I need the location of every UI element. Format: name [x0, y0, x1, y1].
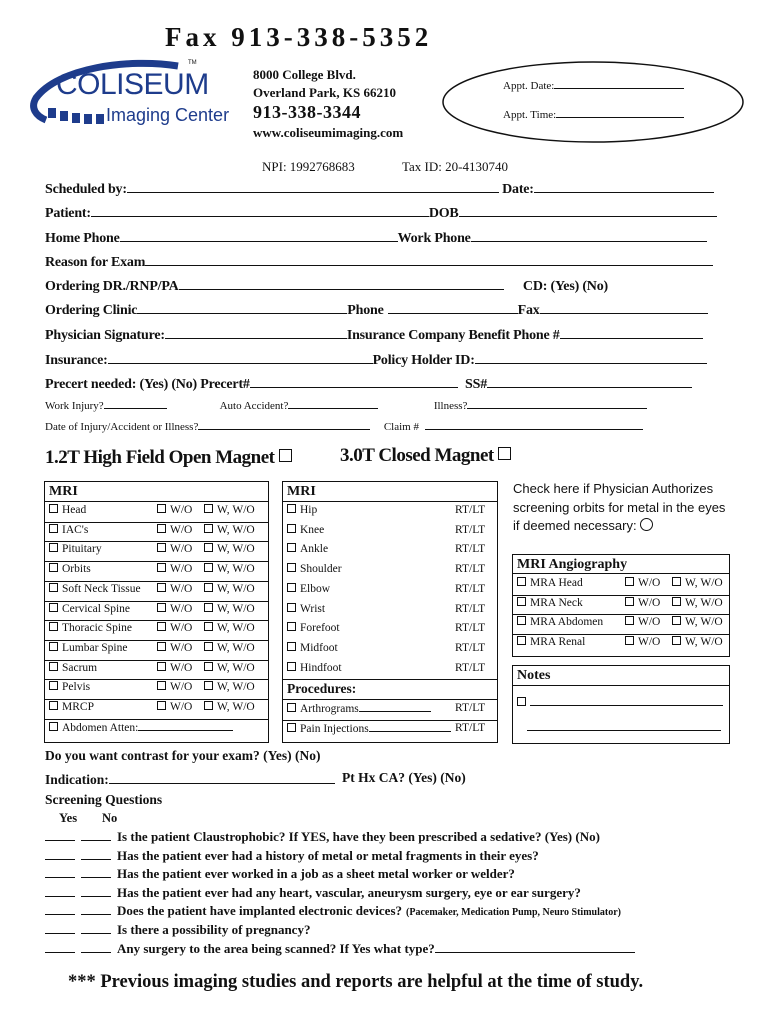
ordering-clinic-row[interactable]: Ordering Clinic Phone Fax — [45, 300, 708, 319]
notes-header: Notes — [513, 666, 729, 686]
divider — [283, 699, 497, 700]
mri-left-item[interactable]: Soft Neck Tissue — [49, 583, 141, 595]
notes-line-1[interactable] — [517, 696, 723, 709]
procedures-header: Procedures: — [287, 681, 357, 697]
address-street: 8000 College Blvd. — [253, 67, 356, 82]
yes-blank[interactable] — [45, 884, 75, 897]
mri-left-item[interactable]: MRCP — [49, 701, 94, 713]
mri-right-item[interactable]: Wrist — [287, 603, 325, 615]
no-blank[interactable] — [81, 884, 111, 897]
divider — [45, 719, 268, 720]
mri-right-item[interactable]: Knee — [287, 524, 324, 536]
mri-right-item[interactable]: Ankle — [287, 543, 328, 555]
appt-time[interactable]: Appt. Time: — [503, 108, 684, 121]
screening-question[interactable]: Any surgery to the area being scanned? If Yes what type? — [45, 940, 635, 957]
wwo-checkbox[interactable] — [672, 597, 681, 606]
rtlt-label[interactable]: RT/LT — [455, 622, 486, 635]
wo-checkbox[interactable] — [157, 563, 166, 572]
wwo-checkbox[interactable] — [204, 642, 213, 651]
wo-checkbox[interactable] — [157, 662, 166, 671]
footer-note: *** Previous imaging studies and reports are helpful at the time of study. — [68, 972, 644, 992]
wwo-option[interactable]: W, W/O — [204, 622, 255, 634]
mri-right-item[interactable]: Forefoot — [287, 622, 340, 634]
mri-left-item[interactable]: Pituitary — [49, 543, 102, 555]
date-injury-row[interactable]: Date of Injury/Accident or Illness? Claim # — [45, 419, 643, 433]
logo-tm: TM — [188, 60, 197, 66]
divider — [45, 561, 268, 562]
mri-right-item[interactable]: Hindfoot — [287, 662, 342, 674]
abdomen-row[interactable]: Abdomen Atten: — [49, 721, 233, 734]
wwo-checkbox[interactable] — [204, 603, 213, 612]
wwo-option[interactable]: W, W/O — [672, 636, 723, 648]
mra-header: MRI Angiography — [513, 555, 729, 574]
wwo-checkbox[interactable] — [204, 681, 213, 690]
item-checkbox[interactable] — [49, 701, 58, 710]
wo-option[interactable]: W/O — [157, 524, 192, 536]
wo-checkbox[interactable] — [157, 701, 166, 710]
item-checkbox[interactable] — [49, 563, 58, 572]
wwo-option[interactable]: W, W/O — [204, 681, 255, 693]
item-checkbox[interactable] — [49, 642, 58, 651]
pt-hx-ca[interactable]: Pt Hx CA? (Yes) (No) — [342, 770, 466, 785]
address-web: www.coliseumimaging.com — [253, 125, 404, 140]
tax-id: Tax ID: 20-4130740 — [402, 159, 508, 174]
screening-question[interactable]: Is the patient Claustrophobic? If YES, have they been prescribed a sedative? (Yes) (No) — [45, 828, 600, 845]
magnet-open[interactable]: 1.2T High Field Open Magnet — [45, 447, 296, 469]
item-checkbox[interactable] — [517, 597, 526, 606]
orbits-note[interactable]: Check here if Physician Authorizes screening orbits for metal in the eyes if deemed necessary: — [513, 481, 726, 533]
address-phone: 913-338-3344 — [253, 102, 361, 122]
npi: NPI: 1992768683 — [262, 159, 355, 174]
yes-blank[interactable] — [45, 902, 75, 915]
wo-option[interactable]: W/O — [157, 563, 192, 575]
divider — [45, 699, 268, 700]
phone-row[interactable]: Home Phone Work Phone — [45, 228, 707, 247]
wo-option[interactable]: W/O — [157, 583, 192, 595]
fax-number: Fax 913-338-5352 — [165, 22, 433, 52]
wwo-option[interactable]: W, W/O — [672, 597, 723, 609]
item-checkbox[interactable] — [49, 583, 58, 592]
appt-date[interactable]: Appt. Date: — [503, 79, 684, 92]
coliseum-logo — [28, 58, 243, 133]
item-checkbox[interactable] — [49, 543, 58, 552]
no-blank[interactable] — [81, 940, 111, 953]
item-checkbox[interactable] — [287, 524, 296, 533]
screening-question[interactable]: Has the patient ever had any heart, vascular, aneurysm surgery, eye or ear surgery? — [45, 884, 581, 901]
divider — [513, 614, 729, 615]
wo-option[interactable]: W/O — [157, 681, 192, 693]
mri-right-item[interactable]: Hip — [287, 504, 317, 516]
address-city: Overland Park, KS 66210 — [253, 85, 397, 100]
mri-left-panel — [44, 481, 269, 743]
yes-blank[interactable] — [45, 847, 75, 860]
item-checkbox[interactable] — [517, 577, 526, 586]
wo-option[interactable]: W/O — [625, 616, 660, 628]
mri-left-item[interactable]: Lumbar Spine — [49, 642, 127, 654]
screening-title: Screening Questions — [45, 792, 163, 807]
yes-blank[interactable] — [45, 828, 75, 841]
screening-question[interactable]: Has the patient ever worked in a job as a sheet metal worker or welder? — [45, 865, 515, 882]
rtlt-label[interactable]: RT/LT — [455, 722, 486, 735]
yes-blank[interactable] — [45, 921, 75, 934]
rtlt-label[interactable]: RT/LT — [455, 523, 486, 536]
divider — [513, 634, 729, 635]
divider — [45, 581, 268, 582]
wwo-checkbox[interactable] — [204, 701, 213, 710]
procedure-checkbox[interactable] — [287, 723, 296, 732]
insurance-row[interactable]: Insurance: Policy Holder ID: — [45, 350, 707, 369]
no-blank[interactable] — [81, 828, 111, 841]
wo-option[interactable]: W/O — [625, 597, 660, 609]
reason-row[interactable]: Reason for Exam — [45, 252, 713, 271]
wwo-checkbox[interactable] — [672, 616, 681, 625]
contrast-question[interactable]: Do you want contrast for your exam? (Yes) (No) — [45, 748, 321, 763]
wwo-checkbox[interactable] — [204, 583, 213, 592]
wo-checkbox[interactable] — [625, 616, 634, 625]
rtlt-label[interactable]: RT/LT — [455, 641, 486, 654]
rtlt-label[interactable]: RT/LT — [455, 543, 486, 556]
wwo-option[interactable]: W, W/O — [204, 662, 255, 674]
indication-row[interactable]: Indication: — [45, 770, 335, 788]
item-checkbox[interactable] — [287, 504, 296, 513]
magnet-closed[interactable]: 3.0T Closed Magnet — [340, 445, 515, 467]
notes-line-2[interactable] — [527, 718, 721, 736]
wo-checkbox[interactable] — [625, 577, 634, 586]
screening-question[interactable]: Does the patient have implanted electronic devices? (Pacemaker, Medication Pump, Neuro Stimulator) — [45, 902, 621, 919]
mra-item[interactable]: MRA Neck — [517, 597, 583, 609]
divider — [283, 679, 497, 680]
wwo-option[interactable]: W, W/O — [672, 577, 723, 589]
wwo-checkbox[interactable] — [204, 622, 213, 631]
no-blank[interactable] — [81, 847, 111, 860]
wwo-checkbox[interactable] — [672, 577, 681, 586]
mri-left-header: MRI — [45, 482, 268, 502]
divider — [45, 541, 268, 542]
wwo-option[interactable]: W, W/O — [204, 504, 255, 516]
no-blank[interactable] — [81, 921, 111, 934]
ordering-dr-row[interactable]: Ordering DR./RNP/PA CD: (Yes) (No) — [45, 276, 608, 295]
mri-left-item[interactable]: Orbits — [49, 563, 91, 575]
procedure-checkbox[interactable] — [287, 703, 296, 712]
mri-right-panel — [282, 481, 498, 743]
divider — [45, 640, 268, 641]
mra-panel — [512, 554, 730, 657]
wo-checkbox[interactable] — [157, 642, 166, 651]
mri-left-item[interactable]: Cervical Spine — [49, 603, 130, 615]
physician-sig-row[interactable]: Physician Signature: Insurance Company Benefit Phone # — [45, 325, 703, 344]
wwo-checkbox[interactable] — [204, 662, 213, 671]
wo-option[interactable]: W/O — [157, 701, 192, 713]
mra-item[interactable]: MRA Head — [517, 577, 583, 589]
mri-right-item[interactable]: Elbow — [287, 583, 330, 595]
divider — [45, 620, 268, 621]
orbits-radio[interactable] — [640, 518, 653, 531]
wwo-checkbox[interactable] — [672, 636, 681, 645]
screening-no: No — [102, 811, 118, 825]
rtlt-label[interactable]: RT/LT — [455, 563, 486, 576]
wwo-option[interactable]: W, W/O — [204, 543, 255, 555]
wo-option[interactable]: W/O — [625, 636, 660, 648]
item-checkbox[interactable] — [49, 524, 58, 533]
rtlt-label[interactable]: RT/LT — [455, 582, 486, 595]
patient-row[interactable]: Patient: DOB — [45, 203, 717, 222]
wwo-option[interactable]: W, W/O — [204, 563, 255, 575]
mri-right-item[interactable]: Midfoot — [287, 642, 338, 654]
wo-option[interactable]: W/O — [157, 662, 192, 674]
item-checkbox[interactable] — [287, 563, 296, 572]
notes-panel — [512, 665, 730, 744]
rtlt-label[interactable]: RT/LT — [455, 661, 486, 674]
divider — [45, 679, 268, 680]
wwo-checkbox[interactable] — [204, 563, 213, 572]
wo-option[interactable]: W/O — [157, 543, 192, 555]
wwo-option[interactable]: W, W/O — [672, 616, 723, 628]
item-checkbox[interactable] — [287, 642, 296, 651]
wo-option[interactable]: W/O — [157, 603, 192, 615]
item-checkbox[interactable] — [49, 603, 58, 612]
wo-option[interactable]: W/O — [157, 622, 192, 634]
screening-question[interactable]: Is there a possibility of pregnancy? — [45, 921, 310, 938]
item-checkbox[interactable] — [287, 603, 296, 612]
screening-question[interactable]: Has the patient ever had a history of metal or metal fragments in their eyes? — [45, 847, 539, 864]
no-blank[interactable] — [81, 865, 111, 878]
divider — [45, 522, 268, 523]
mri-left-item[interactable]: Head — [49, 504, 86, 516]
wo-checkbox[interactable] — [157, 504, 166, 513]
wwo-option[interactable]: W, W/O — [204, 524, 255, 536]
wwo-option[interactable]: W, W/O — [204, 583, 255, 595]
wo-checkbox[interactable] — [157, 603, 166, 612]
screening-yes: Yes — [59, 811, 78, 825]
wwo-checkbox[interactable] — [204, 543, 213, 552]
wo-checkbox[interactable] — [157, 583, 166, 592]
wo-checkbox[interactable] — [625, 636, 634, 645]
mra-item[interactable]: MRA Abdomen — [517, 616, 603, 628]
scheduled-row[interactable]: Scheduled by: Date: — [45, 179, 714, 198]
item-checkbox[interactable] — [287, 543, 296, 552]
mri-left-item[interactable]: Pelvis — [49, 681, 90, 693]
item-checkbox[interactable] — [49, 504, 58, 513]
mri-left-item[interactable]: IAC's — [49, 524, 88, 536]
wo-option[interactable]: W/O — [625, 577, 660, 589]
abdomen-checkbox[interactable] — [49, 722, 58, 731]
wo-checkbox[interactable] — [157, 543, 166, 552]
wo-checkbox[interactable] — [157, 524, 166, 533]
divider — [45, 601, 268, 602]
yes-blank[interactable] — [45, 865, 75, 878]
divider — [513, 595, 729, 596]
wwo-checkbox[interactable] — [204, 504, 213, 513]
rtlt-label[interactable]: RT/LT — [455, 702, 486, 715]
mri-left-item[interactable]: Thoracic Spine — [49, 622, 132, 634]
procedure-item[interactable]: Arthrograms — [287, 702, 431, 715]
mra-item[interactable]: MRA Renal — [517, 636, 585, 648]
procedure-item[interactable]: Pain Injections — [287, 722, 451, 735]
wo-checkbox[interactable] — [625, 597, 634, 606]
magnet-open-checkbox[interactable] — [279, 449, 292, 462]
divider — [283, 720, 497, 721]
magnet-closed-checkbox[interactable] — [498, 447, 511, 460]
mri-right-item[interactable]: Shoulder — [287, 563, 342, 575]
wo-checkbox[interactable] — [157, 681, 166, 690]
yes-blank[interactable] — [45, 940, 75, 953]
item-checkbox[interactable] — [517, 616, 526, 625]
item-checkbox[interactable] — [287, 583, 296, 592]
wwo-option[interactable]: W, W/O — [204, 603, 255, 615]
item-checkbox[interactable] — [287, 662, 296, 671]
rtlt-label[interactable]: RT/LT — [455, 504, 486, 516]
precert-row[interactable]: Precert needed: (Yes) (No) Precert# SS# — [45, 374, 692, 393]
wo-option[interactable]: W/O — [157, 504, 192, 516]
wo-checkbox[interactable] — [157, 622, 166, 631]
item-checkbox[interactable] — [517, 636, 526, 645]
mri-right-header: MRI — [283, 482, 497, 502]
logo-word: COLISEUM — [56, 68, 209, 101]
mri-left-item[interactable]: Sacrum — [49, 662, 97, 674]
wwo-option[interactable]: W, W/O — [204, 642, 255, 654]
item-checkbox[interactable] — [287, 622, 296, 631]
item-checkbox[interactable] — [49, 622, 58, 631]
item-checkbox[interactable] — [49, 681, 58, 690]
wwo-checkbox[interactable] — [204, 524, 213, 533]
divider — [45, 660, 268, 661]
wwo-option[interactable]: W, W/O — [204, 701, 255, 713]
logo-sub: Imaging Center — [106, 105, 230, 125]
appointment-oval — [438, 58, 748, 148]
wo-option[interactable]: W/O — [157, 642, 192, 654]
no-blank[interactable] — [81, 902, 111, 915]
injury-row[interactable]: Work Injury? Auto Accident? Illness? — [45, 398, 647, 412]
rtlt-label[interactable]: RT/LT — [455, 602, 486, 615]
item-checkbox[interactable] — [49, 662, 58, 671]
